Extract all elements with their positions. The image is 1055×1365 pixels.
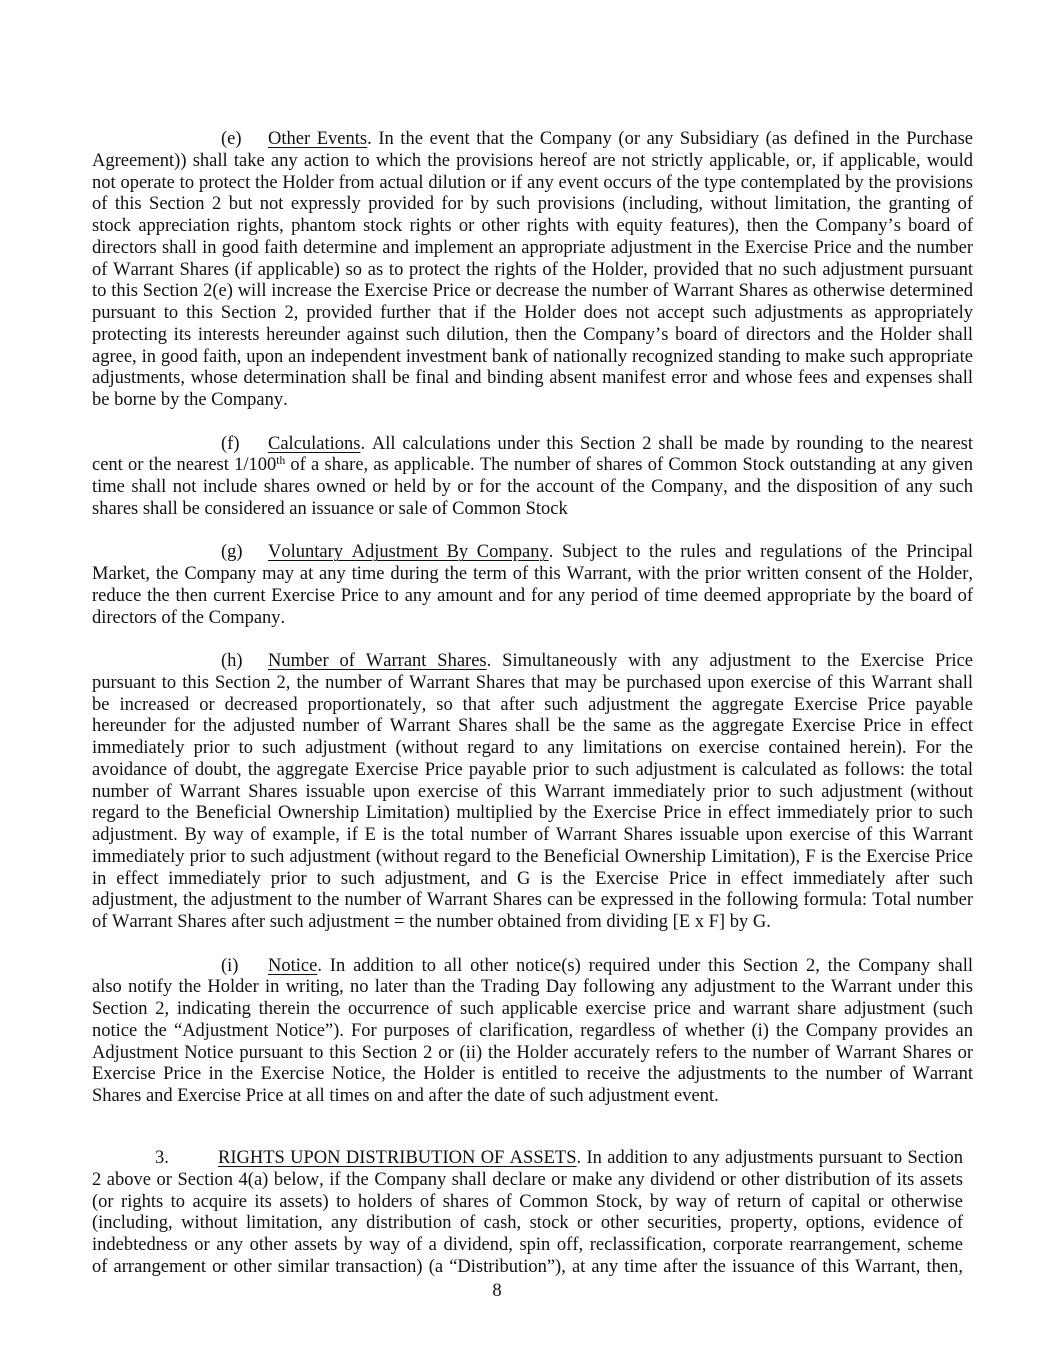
text-line: be increased or decreased proportionately, so that after such adjustment the aggregate Exercise Price payable — [92, 694, 973, 715]
text-line: not operate to protect the Holder from actual dilution or if any event occurs of the type contemplated by the provisions — [92, 172, 973, 193]
text-line: shares shall be considered an issuance or sale of Common Stock — [92, 498, 568, 519]
text-line: also notify the Holder in writing, no later than the Trading Day following any adjustment to the Warrant under this — [92, 977, 973, 998]
text-line: reduce the then current Exercise Price to any amount and for any period of time deemed appropriate by the board of — [92, 585, 973, 606]
text-line: (or rights to acquire its assets) to holders of shares of Common Stock, by way of return of capital or otherwise — [92, 1191, 963, 1212]
text-line: adjustments, whose determination shall be final and binding absent manifest error and whose fees and expenses shall — [92, 368, 973, 389]
line-text: of a share, as applicable. The number of shares of Common Stock outstanding at any given — [285, 455, 973, 476]
text-line — [92, 1148, 963, 1170]
text-line — [92, 651, 973, 673]
section-title: RIGHTS UPON DISTRIBUTION OF ASSETS — [218, 1148, 577, 1168]
text-line: in effect immediately prior to such adjustment, and G is the Exercise Price in effect immediately after such — [92, 868, 973, 889]
text-line: Market, the Company may at any time during the term of this Warrant, with the prior written consent of the Holder, — [92, 564, 973, 584]
text-line: of Warrant Shares after such adjustment = the number obtained from dividing [E x F] by G. — [92, 912, 771, 932]
text-line: pursuant to this Section 2, the number of Warrant Shares that may be purchased upon exercise of this Warrant shall — [92, 672, 973, 693]
paragraph-label: (g) — [221, 542, 243, 563]
text-line: regard to the Beneficial Ownership Limitation) multiplied by the Exercise Price in effect immediately prior to such — [92, 803, 973, 824]
paragraph-label: (h) — [221, 651, 243, 671]
text-line — [92, 455, 973, 477]
text-line: Shares and Exercise Price at all times on and after the date of such adjustment event. — [92, 1086, 719, 1106]
text-line: of arrangement or other similar transaction) (a “Distribution”), at any time after the issuance of this Warrant, then, — [92, 1256, 963, 1277]
text-line: stock appreciation rights, phantom stock rights or other rights with equity features), then the Company’s board of — [92, 216, 973, 236]
text-line: of Warrant Shares (if applicable) so as to protect the rights of the Holder, provided that no such adjustment pursuant — [92, 259, 973, 280]
paragraph-2h-number-of-warrant-shares — [92, 651, 973, 934]
text-line — [92, 129, 973, 151]
text-line: indebtedness or any other assets by way of a dividend, spin off, reclassification, corporate rearrangement, scheme — [92, 1235, 963, 1255]
paragraph-title: Other Events — [268, 129, 368, 149]
paragraph-title: Voluntary Adjustment By Company — [268, 542, 549, 563]
text-line: to this Section 2(e) will increase the Exercise Price or decrease the number of Warrant Shares as otherwise determined — [92, 281, 973, 302]
section-number: 3. — [155, 1148, 169, 1168]
paragraph-2e-other-events — [92, 129, 973, 412]
text-line: Agreement)) shall take any action to which the provisions hereof are not strictly applicable, or, if applicable, would — [92, 150, 973, 171]
paragraph-title: Calculations — [268, 433, 361, 454]
text-line: adjustment. By way of example, if E is the total number of Warrant Shares issuable upon exercise of this Warrant — [92, 825, 973, 845]
text-line: Exercise Price in the Exercise Notice, the Holder is entitled to receive the adjustments to the number of Warrant — [92, 1064, 973, 1085]
paragraph-2f-calculations — [92, 434, 973, 521]
text-line: 2 above or Section 4(a) below, if the Company shall declare or make any dividend or other distribution of its assets — [92, 1169, 963, 1190]
text-line: pursuant to this Section 2, provided further that if the Holder does not accept such adjustments as appropriately — [92, 303, 973, 323]
paragraph-2g-voluntary-adjustment — [92, 542, 973, 629]
text-line: be borne by the Company. — [92, 390, 288, 410]
section-3-rights-upon-distribution — [92, 1148, 963, 1279]
line-text: cent or the nearest 1/100 — [92, 455, 277, 476]
text-line: (including, without limitation, any distribution of cash, stock or other securities, property, options, evidence of — [92, 1213, 963, 1234]
paragraph-text: . In addition to any adjustments pursuant to Section — [576, 1148, 963, 1168]
text-line: directors shall in good faith determine and implement an appropriate adjustment in the Exercise Price and the number — [92, 237, 973, 258]
paragraph-title: Notice — [268, 955, 318, 976]
paragraph-label: (i) — [221, 955, 239, 976]
text-line: number of Warrant Shares issuable upon exercise of this Warrant immediately prior to such adjustment (without — [92, 781, 973, 802]
paragraph-title: Number of Warrant Shares — [268, 651, 487, 671]
paragraph-text: . Simultaneously with any adjustment to the Exercise Price — [486, 651, 973, 671]
text-line: time shall not include shares owned or held by or for the account of the Company, and the disposition of any such — [92, 477, 973, 497]
text-line — [92, 434, 973, 456]
text-line: immediately prior to such adjustment (without regard to any limitations on exercise contained herein). For the — [92, 738, 973, 758]
text-line: Section 2, indicating therein the occurrence of such applicable exercise price and warrant share adjustment (such — [92, 999, 973, 1019]
text-line — [92, 542, 973, 564]
paragraph-text: . Subject to the rules and regulations of the Principal — [548, 542, 973, 563]
paragraph-text: . In addition to all other notice(s) required under this Section 2, the Company shall — [317, 955, 973, 976]
text-line — [92, 956, 973, 978]
paragraph-label: (f) — [221, 433, 240, 454]
paragraph-label: (e) — [221, 129, 242, 149]
text-line: hereunder for the adjusted number of Warrant Shares shall be the same as the aggregate Exercise Price in effect — [92, 716, 973, 737]
text-line: avoidance of doubt, the aggregate Exercise Price payable prior to such adjustment is calculated as follows: the total — [92, 759, 973, 780]
paragraph-text: . In the event that the Company (or any Subsidiary (as defined in the Purchase — [367, 129, 973, 149]
paragraph-text: . All calculations under this Section 2 shall be made by rounding to the nearest — [360, 433, 973, 454]
text-line: Adjustment Notice pursuant to this Section 2 or (ii) the Holder accurately refers to the number of Warrant Shares or — [92, 1042, 973, 1063]
superscript: th — [276, 454, 286, 467]
paragraph-2i-notice — [92, 956, 973, 1108]
text-line: immediately prior to such adjustment (without regard to the Beneficial Ownership Limitation), F is the Exercise Price — [92, 846, 973, 867]
text-line: adjustment, the adjustment to the number of Warrant Shares can be expressed in the following formula: Total number — [92, 890, 973, 911]
text-line: notice the “Adjustment Notice”). For purposes of clarification, regardless of whether (i) the Company provides an — [92, 1020, 973, 1041]
page-number: 8 — [492, 1281, 502, 1301]
text-line: of this Section 2 but not expressly provided for by such provisions (including, without limitation, the granting of — [92, 194, 973, 215]
text-line: agree, in good faith, upon an independent investment bank of nationally recognized standing to make such appropriate — [92, 346, 973, 367]
text-line: protecting its interests hereunder against such dilution, then the Company’s board of directors and the Holder shall — [92, 324, 973, 345]
text-line: directors of the Company. — [92, 607, 286, 628]
